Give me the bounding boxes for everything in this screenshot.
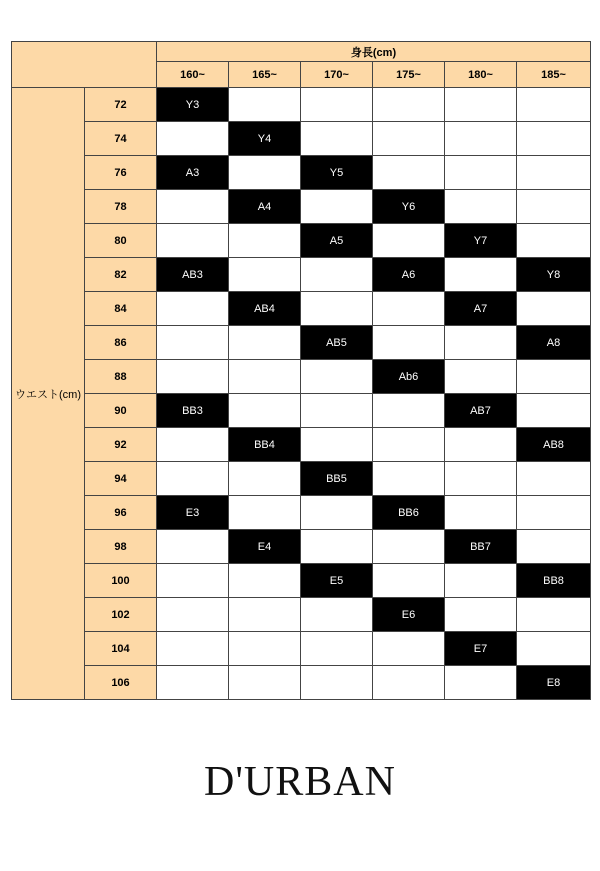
waist-value: 100	[85, 564, 157, 598]
size-cell: Y7	[445, 224, 517, 258]
empty-cell	[373, 428, 445, 462]
height-column-header: 180~	[445, 62, 517, 88]
empty-cell	[517, 462, 591, 496]
size-cell: A3	[157, 156, 229, 190]
table-row	[12, 360, 591, 394]
height-column-header: 170~	[301, 62, 373, 88]
empty-cell	[229, 224, 301, 258]
empty-cell	[301, 496, 373, 530]
empty-cell	[301, 530, 373, 564]
size-cell: Y5	[301, 156, 373, 190]
waist-value: 92	[85, 428, 157, 462]
empty-cell	[373, 632, 445, 666]
empty-cell	[301, 292, 373, 326]
size-cell: AB7	[445, 394, 517, 428]
empty-cell	[373, 564, 445, 598]
height-column-header: 175~	[373, 62, 445, 88]
empty-cell	[373, 462, 445, 496]
brand-logo: D'URBAN	[204, 759, 396, 805]
waist-value: 106	[85, 666, 157, 700]
table-row	[12, 564, 591, 598]
empty-cell	[517, 224, 591, 258]
empty-cell	[445, 88, 517, 122]
empty-cell	[157, 360, 229, 394]
empty-cell	[373, 666, 445, 700]
empty-cell	[445, 462, 517, 496]
empty-cell	[445, 666, 517, 700]
size-cell: AB3	[157, 258, 229, 292]
empty-cell	[517, 122, 591, 156]
empty-cell	[517, 530, 591, 564]
waist-value: 78	[85, 190, 157, 224]
table-row	[12, 258, 591, 292]
empty-cell	[301, 632, 373, 666]
empty-cell	[517, 360, 591, 394]
empty-cell	[301, 666, 373, 700]
table-row	[12, 88, 591, 122]
empty-cell	[229, 462, 301, 496]
size-cell: A7	[445, 292, 517, 326]
empty-cell	[373, 156, 445, 190]
empty-cell	[517, 292, 591, 326]
size-cell: AB5	[301, 326, 373, 360]
table-row	[12, 666, 591, 700]
size-cell: Y6	[373, 190, 445, 224]
size-cell: E8	[517, 666, 591, 700]
empty-cell	[157, 224, 229, 258]
empty-cell	[157, 122, 229, 156]
size-cell: AB4	[229, 292, 301, 326]
empty-cell	[229, 394, 301, 428]
size-cell: E5	[301, 564, 373, 598]
empty-cell	[517, 394, 591, 428]
table-row	[12, 190, 591, 224]
empty-cell	[517, 156, 591, 190]
table-row	[12, 530, 591, 564]
height-column-header: 185~	[517, 62, 591, 88]
waist-value: 102	[85, 598, 157, 632]
waist-value: 94	[85, 462, 157, 496]
empty-cell	[229, 326, 301, 360]
empty-cell	[229, 360, 301, 394]
table-corner	[12, 42, 157, 88]
waist-value: 86	[85, 326, 157, 360]
waist-header: ウエスト(cm)	[12, 88, 85, 700]
table-row	[12, 122, 591, 156]
table-row	[12, 394, 591, 428]
size-cell: A6	[373, 258, 445, 292]
empty-cell	[445, 428, 517, 462]
empty-cell	[301, 428, 373, 462]
waist-value: 74	[85, 122, 157, 156]
empty-cell	[157, 666, 229, 700]
size-cell: A5	[301, 224, 373, 258]
empty-cell	[157, 326, 229, 360]
size-cell: A8	[517, 326, 591, 360]
waist-value: 90	[85, 394, 157, 428]
table-row	[12, 326, 591, 360]
table-row	[12, 462, 591, 496]
empty-cell	[301, 88, 373, 122]
waist-value: 82	[85, 258, 157, 292]
size-cell: AB8	[517, 428, 591, 462]
size-cell: BB8	[517, 564, 591, 598]
empty-cell	[445, 326, 517, 360]
empty-cell	[445, 258, 517, 292]
size-cell: BB4	[229, 428, 301, 462]
empty-cell	[229, 88, 301, 122]
empty-cell	[517, 190, 591, 224]
height-header: 身長(cm)	[157, 42, 591, 62]
height-column-header: 160~	[157, 62, 229, 88]
waist-value: 80	[85, 224, 157, 258]
empty-cell	[229, 496, 301, 530]
waist-value: 84	[85, 292, 157, 326]
empty-cell	[157, 292, 229, 326]
size-cell: Ab6	[373, 360, 445, 394]
size-cell: BB7	[445, 530, 517, 564]
empty-cell	[301, 394, 373, 428]
empty-cell	[373, 224, 445, 258]
waist-value: 104	[85, 632, 157, 666]
empty-cell	[373, 122, 445, 156]
size-chart-table	[11, 41, 591, 700]
empty-cell	[229, 564, 301, 598]
empty-cell	[373, 292, 445, 326]
size-cell: E6	[373, 598, 445, 632]
empty-cell	[301, 190, 373, 224]
size-cell: E4	[229, 530, 301, 564]
empty-cell	[445, 496, 517, 530]
waist-value: 88	[85, 360, 157, 394]
empty-cell	[229, 598, 301, 632]
table-row	[12, 292, 591, 326]
empty-cell	[157, 190, 229, 224]
empty-cell	[517, 632, 591, 666]
size-cell: A4	[229, 190, 301, 224]
empty-cell	[229, 156, 301, 190]
empty-cell	[517, 598, 591, 632]
empty-cell	[301, 258, 373, 292]
empty-cell	[157, 428, 229, 462]
empty-cell	[229, 632, 301, 666]
height-column-header: 165~	[229, 62, 301, 88]
size-cell: Y3	[157, 88, 229, 122]
empty-cell	[373, 326, 445, 360]
empty-cell	[445, 190, 517, 224]
empty-cell	[157, 462, 229, 496]
empty-cell	[517, 88, 591, 122]
table-row	[12, 496, 591, 530]
table-body	[12, 88, 591, 700]
size-cell: BB3	[157, 394, 229, 428]
table-row	[12, 632, 591, 666]
empty-cell	[157, 598, 229, 632]
empty-cell	[445, 122, 517, 156]
empty-cell	[157, 632, 229, 666]
empty-cell	[445, 360, 517, 394]
table-row	[12, 156, 591, 190]
size-cell: Y8	[517, 258, 591, 292]
empty-cell	[301, 122, 373, 156]
empty-cell	[445, 564, 517, 598]
table-row	[12, 428, 591, 462]
empty-cell	[301, 598, 373, 632]
table-row	[12, 598, 591, 632]
waist-value: 72	[85, 88, 157, 122]
size-cell: Y4	[229, 122, 301, 156]
table-row	[12, 224, 591, 258]
empty-cell	[373, 530, 445, 564]
empty-cell	[373, 88, 445, 122]
size-cell: E7	[445, 632, 517, 666]
empty-cell	[157, 564, 229, 598]
empty-cell	[445, 598, 517, 632]
size-cell: BB5	[301, 462, 373, 496]
empty-cell	[301, 360, 373, 394]
size-cell: BB6	[373, 496, 445, 530]
empty-cell	[373, 394, 445, 428]
empty-cell	[157, 530, 229, 564]
waist-value: 76	[85, 156, 157, 190]
empty-cell	[517, 496, 591, 530]
size-cell: E3	[157, 496, 229, 530]
empty-cell	[229, 666, 301, 700]
waist-value: 98	[85, 530, 157, 564]
empty-cell	[445, 156, 517, 190]
empty-cell	[229, 258, 301, 292]
waist-value: 96	[85, 496, 157, 530]
